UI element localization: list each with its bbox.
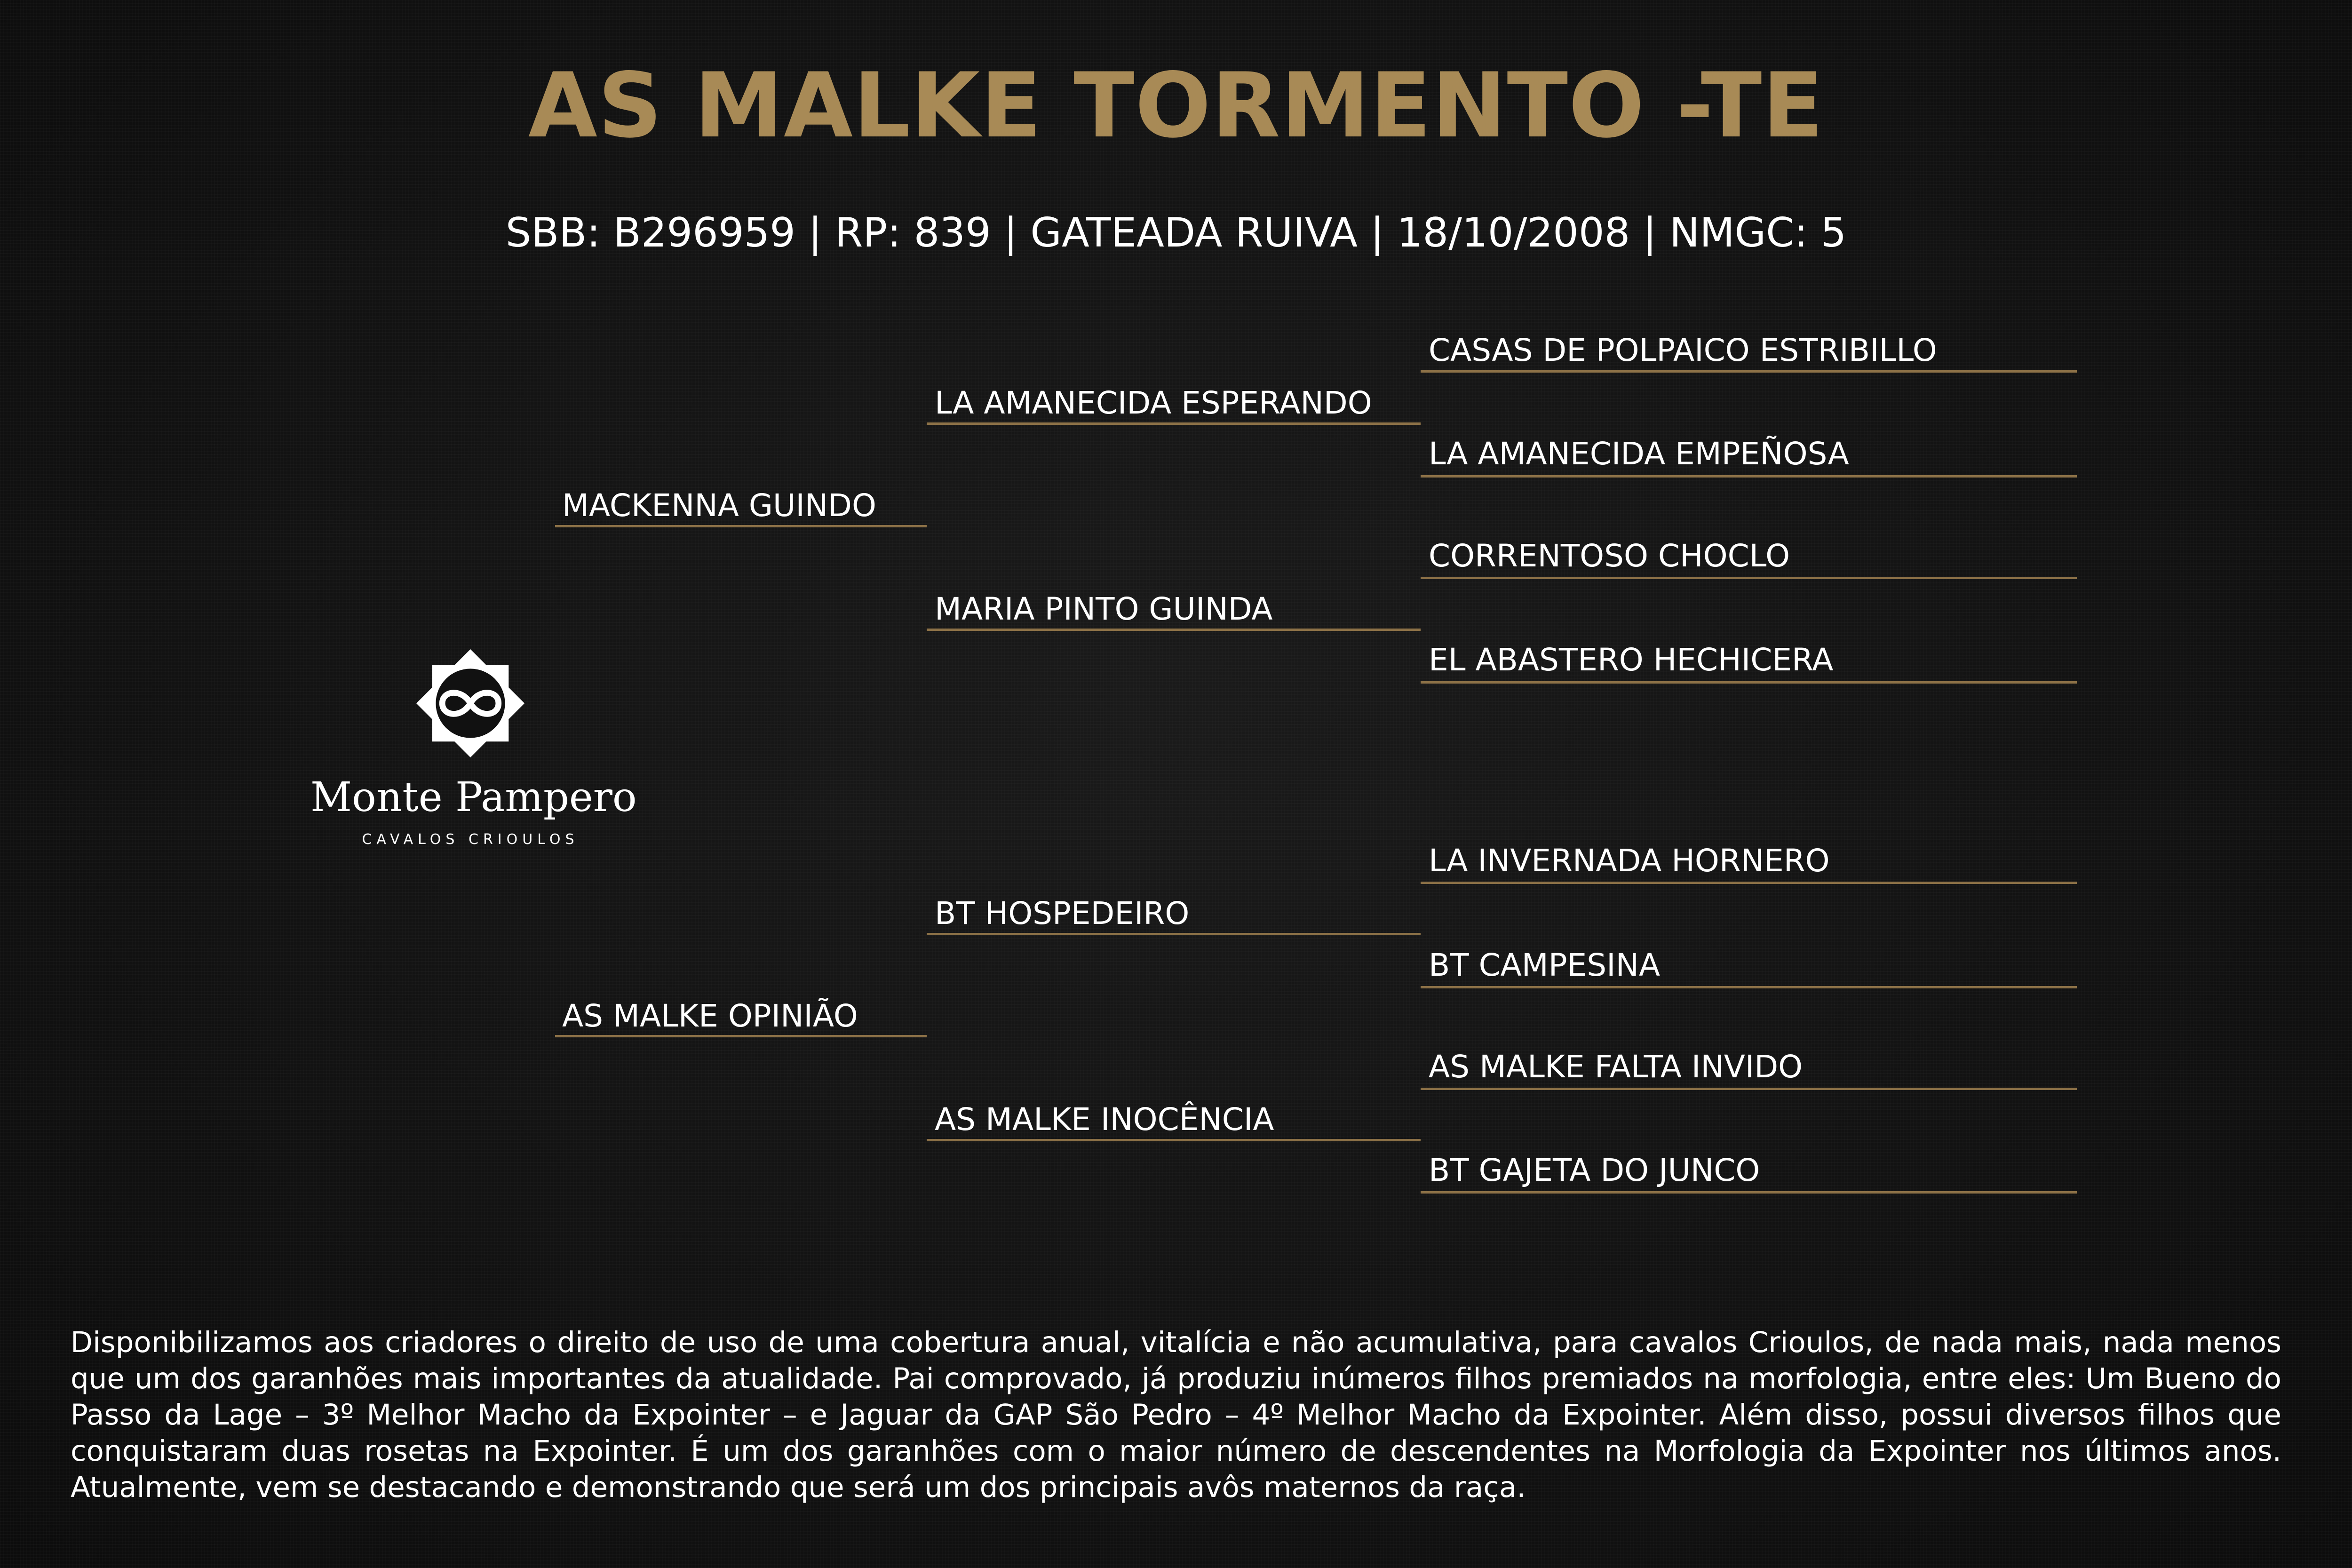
great-grandparent-2-underline bbox=[1421, 475, 2077, 478]
great-grandparent-4-underline bbox=[1421, 681, 2077, 684]
great-grandparent-7-underline bbox=[1421, 1088, 2077, 1090]
maternal-granddam-name: AS MALKE INOCÊNCIA bbox=[935, 1101, 1274, 1138]
paternal-granddam-name: MARIA PINTO GUINDA bbox=[935, 591, 1273, 627]
dam-name: AS MALKE OPINIÃO bbox=[562, 998, 858, 1034]
great-grandparent-2-name: LA AMANECIDA EMPEÑOSA bbox=[1429, 436, 1849, 472]
great-grandparent-6-name: BT CAMPESINA bbox=[1429, 947, 1661, 983]
description-paragraph: Disponibilizamos aos criadores o direito de uso de uma cobertura anual, vitalícia e não acumulativa, para cavalos Crioulos, de nada mais, nada menos que um dos garanhões mais importantes da atualidade. Pai comprovado, já produziu inúmeros filhos premiados na morfologia, entre eles: Um Bueno do Passo da Lage – 3º Melhor Macho da Expointer – e Jaguar da GAP São Pedro – 4º Melhor Macho da Expointer. Além disso, possui diversos filhos que conquistaram duas rosetas na Expointer. É um dos garanhões com o maior número de descendentes na Morfologia da Expointer nos últimos anos. Atualmente, vem se destacando e demonstrando que será um dos principais avôs maternos da raça. bbox=[71, 1326, 2281, 1504]
great-grandparent-5-underline bbox=[1421, 882, 2077, 884]
great-grandparent-5-name: LA INVERNADA HORNERO bbox=[1429, 843, 1830, 879]
paternal-granddam-underline bbox=[927, 629, 1421, 631]
infinity-sun-icon bbox=[416, 649, 524, 757]
great-grandparent-8-name: BT GAJETA DO JUNCO bbox=[1429, 1152, 1760, 1188]
maternal-grandsire-name: BT HOSPEDEIRO bbox=[935, 895, 1190, 931]
paternal-grandsire-name: LA AMANECIDA ESPERANDO bbox=[935, 385, 1372, 421]
logo-brand-name: Monte Pampero bbox=[310, 774, 637, 821]
paternal-grandsire-underline bbox=[927, 422, 1421, 425]
great-grandparent-3-underline bbox=[1421, 577, 2077, 579]
great-grandparent-6-underline bbox=[1421, 986, 2077, 988]
sire-underline bbox=[555, 525, 927, 527]
logo-subtitle: CAVALOS CRIOULOS bbox=[362, 831, 579, 848]
maternal-grandsire-underline bbox=[927, 933, 1421, 935]
great-grandparent-7-name: AS MALKE FALTA INVIDO bbox=[1429, 1049, 1803, 1085]
horse-name-title: AS MALKE TORMENTO -TE bbox=[528, 54, 1824, 158]
great-grandparent-4-name: EL ABASTERO HECHICERA bbox=[1429, 642, 1834, 678]
great-grandparent-8-underline bbox=[1421, 1191, 2077, 1194]
sire-name: MACKENNA GUINDO bbox=[562, 487, 876, 524]
registration-info: SBB: B296959 | RP: 839 | GATEADA RUIVA | 18/10/2008 | NMGC: 5 bbox=[505, 209, 1847, 256]
maternal-granddam-underline bbox=[927, 1139, 1421, 1141]
great-grandparent-1-underline bbox=[1421, 370, 2077, 373]
great-grandparent-1-name: CASAS DE POLPAICO ESTRIBILLO bbox=[1429, 332, 1937, 368]
great-grandparent-3-name: CORRENTOSO CHOCLO bbox=[1429, 538, 1790, 574]
dam-underline bbox=[555, 1035, 927, 1037]
monte-pampero-logo bbox=[310, 649, 637, 866]
